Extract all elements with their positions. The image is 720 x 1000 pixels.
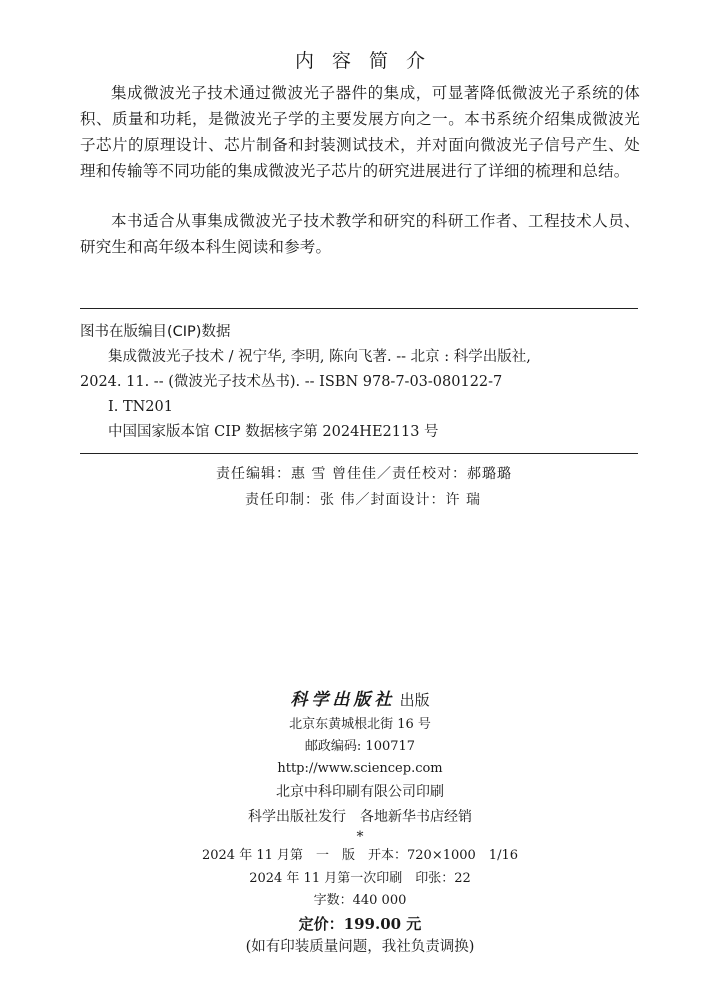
price-line: 定价：199.00 元	[298, 915, 422, 933]
cip-header: 图书在版编目(CIP)数据	[80, 324, 231, 340]
printing-line: 2024 年 11 月第一次印刷 印张：22	[249, 871, 471, 886]
edition-line: 2024 年 11 月第 一 版 开本：720×1000 1/16	[201, 848, 518, 863]
publisher-postcode: 邮政编码: 100717	[304, 739, 416, 754]
intro-section	[80, 80, 640, 184]
cip-classification: Ⅰ. TN201	[108, 399, 173, 415]
cip-catalog-number: 中国国家版本馆 CIP 数据核字第 2024HE2113 号	[108, 424, 439, 440]
audience-section	[80, 208, 640, 260]
printer-line: 北京中科印刷有限公司印刷	[276, 784, 444, 800]
divider-top	[80, 308, 638, 309]
publisher-address: 北京东黄城根北街 16 号	[289, 717, 431, 732]
publisher-name-logo: 科学出版社	[290, 690, 396, 710]
staff-line-production: 责任印制：张 伟／封面设计：许 瑞	[245, 492, 481, 508]
cip-entry-line-2: 2024. 11. -- (微波光子技术丛书). -- ISBN 978-7-03-080122-7	[80, 374, 503, 390]
cip-entry-line-1: 集成微波光子技术 / 祝宁华, 李明, 陈向飞著. -- 北京 : 科学出版社,	[108, 349, 531, 365]
publisher-website: http://www.sciencep.com	[277, 761, 443, 776]
publisher-name-suffix: 出版	[399, 691, 430, 709]
page-title: 内容简介	[294, 50, 443, 72]
publisher-line	[0, 688, 720, 714]
cip-block	[80, 320, 640, 445]
word-count-line: 字数：440 000	[313, 893, 407, 908]
staff-line-editors: 责任编辑：惠 雪 曾佳佳／责任校对：郝璐璐	[216, 466, 512, 482]
publisher-block	[0, 688, 720, 958]
intro-paragraph-2: 本书适合从事集成微波光子技术教学和研究的科研工作者、工程技术人员、研究生和高年级本科生阅读和参考。	[80, 212, 640, 256]
staff-credits	[0, 461, 720, 513]
quality-notice: (如有印装质量问题，我社负责调换)	[245, 939, 475, 955]
separator-asterisk: *	[356, 829, 364, 845]
divider-bottom	[80, 453, 638, 454]
distribution-line: 科学出版社发行 各地新华书店经销	[248, 809, 472, 825]
intro-paragraph-1: 集成微波光子技术通过微波光子器件的集成，可显著降低微波光子系统的体积、质量和功耗，是微波光子学的主要发展方向之一。本书系统介绍集成微波光子芯片的原理设计、芯片制备和封装测试技术，并对面向微波光子信号产生、处理和传输等不同功能的集成微波光子芯片的研究进展进行了详细的梳理和总结。	[80, 84, 640, 180]
